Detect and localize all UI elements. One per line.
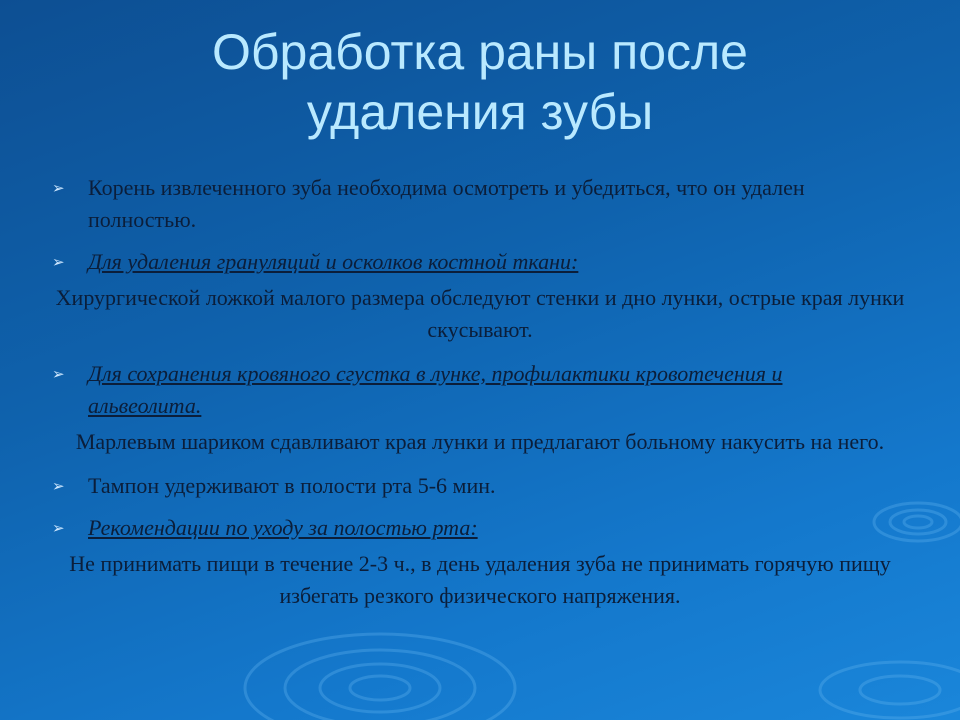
bullet-item — [0, 512, 960, 544]
bullet-item — [0, 358, 960, 422]
chevron-right-icon: ➢ — [52, 253, 65, 271]
bullet-item — [0, 246, 960, 278]
slide-title — [0, 22, 960, 142]
chevron-right-icon: ➢ — [52, 519, 65, 537]
bullet-text: Рекомендации по уходу за полостью рта: — [88, 515, 478, 540]
chevron-right-icon: ➢ — [52, 179, 65, 197]
paragraph: Хирургической ложкой малого размера обследуют стенки и дно лунки, острые края лунки скусывают. — [55, 285, 905, 342]
bullet-text: Для сохранения кровяного сгустка в лунке, профилактики кровотечения и альвеолита. — [88, 361, 783, 418]
paragraph: Марлевым шариком сдавливают края лунки и предлагают больному накусить на него. — [75, 429, 885, 454]
bullet-text: Для удаления грануляций и осколков костной ткани: — [88, 249, 579, 274]
bullet-item — [0, 470, 960, 502]
bullet-text: Тампон удерживают в полости рта 5-6 мин. — [88, 473, 496, 498]
paragraph: Не принимать пищи в течение 2-3 ч., в день удаления зуба не принимать горячую пищу избегать резкого физического напряжения. — [69, 551, 891, 608]
slide-content — [0, 172, 960, 624]
title-line-1: Обработка раны после — [212, 24, 748, 80]
bullet-text: Корень извлеченного зуба необходима осмотреть и убедиться, что он удален полностью. — [88, 175, 805, 232]
title-line-2: удаления зубы — [306, 84, 654, 140]
chevron-right-icon: ➢ — [52, 365, 65, 383]
chevron-right-icon: ➢ — [52, 477, 65, 495]
bullet-item — [0, 172, 960, 236]
